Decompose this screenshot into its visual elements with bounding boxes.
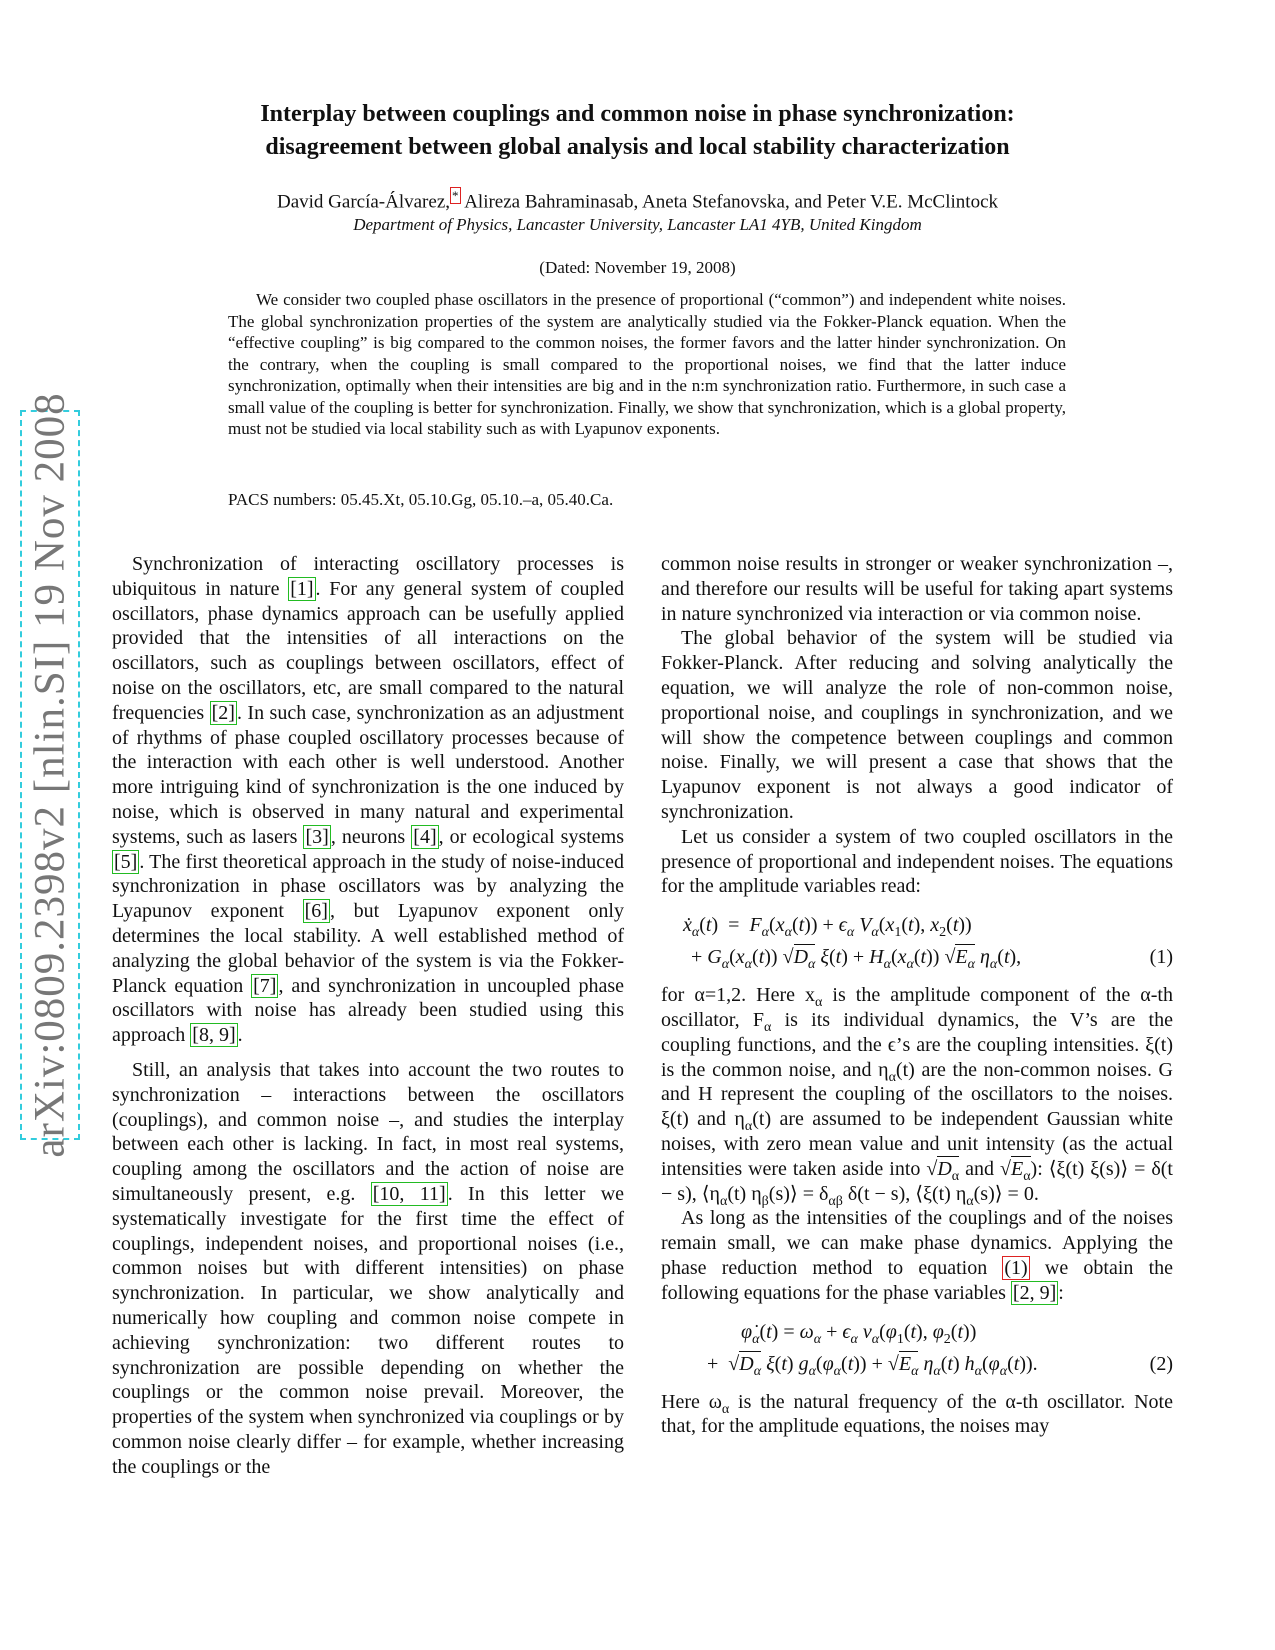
citation-link[interactable]: [5]: [114, 850, 138, 873]
equation-ref-link[interactable]: (1): [1004, 1256, 1028, 1279]
equation-2: $\varphi̇_\alpha(t) = \omega_\alpha + \epsilon_\alpha$ $v_\alpha(\varphi_1(t)$, $\varphi_2(t)$) + $√D_\alpha$ ξ(t) $g_\alpha(\varphi_\alpha(t)) + √E_\alpha$ $\eta_\alpha(t)$ $h_\alpha(\varphi_\alpha(t))$. (2): [707, 1320, 1173, 1379]
citation-link[interactable]: [3]: [305, 825, 329, 848]
citation-link[interactable]: [6]: [304, 900, 328, 923]
paper-title: [140, 98, 1135, 164]
left-column: [112, 552, 624, 1479]
abstract-text: We consider two coupled phase oscillators in the presence of proportional (“common”) and independent white noises. The global synchronization properties of the system are analytically studied via the Fokker-Planck equation. When the “effective coupling” is big compared to the common noises, the former favors and the latter hinder synchronization. On the contrary, when the coupling is small compared to the proportional noises, we find that the latter induce synchronization, optimally when their intensities are big and in the n:m synchronization ratio. Furthermore, in such case a small value of the coupling is better for synchronization. Finally, we show that synchronization, which is a global property, must not be studied via local stability such as with Lyapunov exponents.: [228, 290, 1066, 438]
right-paragraph-2: Let us consider a system of two coupled oscillators in the presence of proportional and independent noises. The equations for the amplitude variables read:: [661, 825, 1173, 898]
date-line: (Dated: November 19, 2008): [539, 258, 736, 277]
abstract: [228, 289, 1066, 440]
equation-2-number: (2): [1149, 1352, 1173, 1375]
right-paragraph-4: As long as the intensities of the couplings and of the noises remain small, we can make phase dynamics. Applying the phase reduction method to equation (1) we obtain the following equations for the phase variables [2, 9] :: [661, 1207, 1174, 1304]
arxiv-id: arXiv:0809.2398v2 [nlin.SI] 19 Nov 2008: [26, 392, 74, 1158]
right-paragraph-1: The global behavior of the system will be studied via Fokker-Planck. After reducing and solving analytically the equation, we will analyze the role of non-common noise, proportional noise, and couplings in synchronization, and we will show the competence between couplings and common noise. Finally, we will present a case that shows that the Lyapunov exponent is not always a good indicator of synchronization.: [661, 627, 1173, 823]
citation-link[interactable]: [2]: [211, 701, 235, 724]
right-paragraph-5: Here $\omega_\alpha$ is the natural frequency of the α-th oscillator. Note that, for the amplitude equations, the noises may: [661, 1390, 1173, 1438]
footnote-link[interactable]: *: [452, 188, 459, 203]
arxiv-sidebar-stamp[interactable]: [20, 392, 80, 1158]
equation-1: ẋ$_\alpha$(t) = $F_\alpha(x_\alpha(t)) + \epsilon_\alpha$ $V_\alpha(x_1(t)$, $x_2(t)$) + $G_\alpha(x_\alpha(t))$ $√D_\alpha$ $\xi(t) + H_\alpha(x_\alpha(t))$ $√E_\alpha$ $\eta_\alpha(t)$, (1): [683, 914, 1173, 973]
equation-1-number: (1): [1149, 946, 1173, 969]
right-column: [661, 552, 1173, 1439]
title-line-2: disagreement between global analysis and local stability characterization: [265, 134, 1010, 160]
intro-paragraph-2: Still, an analysis that takes into account the two routes to synchronization – interactions between the oscillators (couplings), and common noise –, and studies the interplay between each other is lacking. In fact, in most real systems, coupling among the oscillators and the action of noise are simultaneously present, e.g. [10, 11] . In this letter we systematically investigate for the first time the effect of couplings, independent noises, and proportional noises (i.e., common noises but with different intensities) on phase synchronization. In particular, we show analytically and numerically how coupling and common noise compete in achieving synchronization: two different routes to synchronization are possible depending on whether the couplings or the common noise prevail. Moreover, the properties of the system when synchronized via couplings or by common noise clearly differ – for example, whether increasing the couplings or the: [112, 1058, 625, 1478]
citation-link[interactable]: [1]: [290, 577, 314, 600]
intro-paragraph-1: Synchronization of interacting oscillatory processes is ubiquitous in nature [1] . For any general system of coupled oscillators, phase dynamics approach can be usefully applied provided that the intensities of all interactions on the oscillators, such as couplings between oscillators, effect of noise on the oscillators, etc, are small compared to the natural frequencies [2] . In such case, synchronization as an adjustment of rhythms of phase coupled oscillatory processes because of the interaction with each other is well understood. Another more intriguing kind of synchronization is the one induced by noise, which is observed in many natural and experimental systems, such as lasers [3] , neurons [4] , or ecological systems [5] . The first theoretical approach in the study of noise-induced synchronization in phase oscillators was by analyzing the Lyapunov exponent [6] , but Lyapunov exponent only determines the local stability. A well established method of analyzing the global behavior of the system is via the Fokker-Planck equation [7] , and synchronization in uncoupled phase oscillators with noise has already been studied using this approach [8, 9] .: [112, 553, 625, 1047]
citation-link[interactable]: [7]: [253, 974, 277, 997]
title-line-1: Interplay between couplings and common noise in phase synchronization:: [260, 101, 1015, 127]
other-authors: Alireza Bahraminasab, Aneta Stefanovska, and Peter V.E. McClintock: [460, 191, 999, 213]
right-paragraph-0: common noise results in stronger or weaker synchronization –, and therefore our results will be useful for taking apart systems in nature synchronized via interaction or via common noise.: [661, 553, 1173, 625]
right-paragraph-3: for α=1,2. Here $x_\alpha$ is the amplitude component of the α-th oscillator, $F_\alpha$ is its individual dynamics, the V’s are the coupling functions, and the ϵ’s are the coupling intensities. ξ(t) is the common noise, and $\eta_\alpha(t)$ are the non-common noises. G and H represent the coupling of the oscillators to the noises. ξ(t) and $\eta_\alpha(t)$ are assumed to be independent Gaussian white noises, with zero mean value and unit intensity (as the actual intensities were taken aside into $√D_\alpha$ and $√E_\alpha$): ⟨ξ(t) ξ(s)⟩ = δ(t − s), $⟨\eta_\alpha(t)$ $\eta_\beta(s)⟩ = \delta_{\alpha\beta}$ δ(t − s), ⟨ξ(t) $\eta_\alpha(s)⟩ = 0$.: [661, 984, 1173, 1209]
citation-link[interactable]: [8, 9]: [192, 1024, 236, 1047]
author-list: [140, 190, 1135, 214]
pacs-numbers: PACS numbers: 05.45.Xt, 05.10.Gg, 05.10.–a, 05.40.Ca.: [228, 490, 614, 509]
citation-link[interactable]: [4]: [413, 825, 437, 848]
citation-link[interactable]: [10, 11]: [372, 1182, 446, 1205]
first-author: David García-Álvarez,: [276, 191, 450, 213]
citation-link[interactable]: [2, 9]: [1012, 1281, 1057, 1304]
affiliation: Department of Physics, Lancaster University, Lancaster LA1 4YB, United Kingdom: [353, 215, 922, 234]
